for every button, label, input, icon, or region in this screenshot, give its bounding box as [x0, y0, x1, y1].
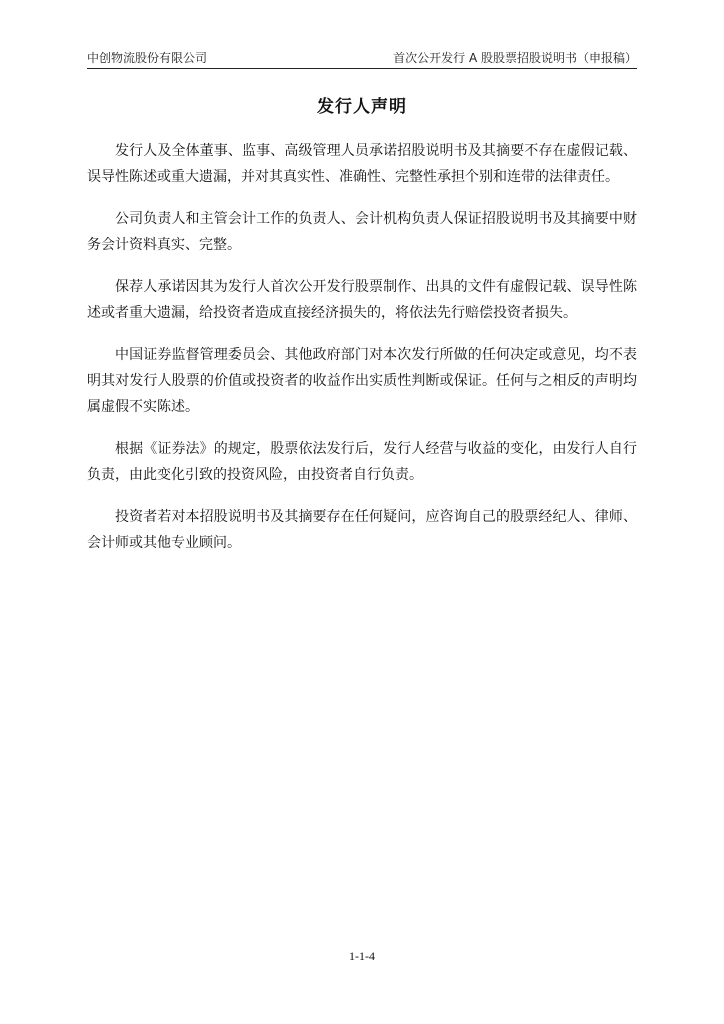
paragraph-investor-advice: 投资者若对本招股说明书及其摘要存在任何疑问，应咨询自己的股票经纪人、律师、会计师或其他专业顾问。: [87, 509, 637, 551]
page-title: 发行人声明: [317, 97, 407, 117]
paragraph-regulator-disclaimer: 中国证券监督管理委员会、其他政府部门对本次发行所做的任何决定或意见，均不表明其对发行人股票的价值或投资者的收益作出实质性判断或保证。任何与之相反的声明均属虚假不实陈述。: [87, 347, 637, 415]
statement-body: [87, 138, 637, 572]
paragraph-financial-assurance: 公司负责人和主管会计工作的负责人、会计机构负责人保证招股说明书及其摘要中财务会计资料真实、完整。: [87, 211, 637, 253]
paragraph-sponsor-commitment: 保荐人承诺因其为发行人首次公开发行股票制作、出具的文件有虚假记载、误导性陈述或者重大遗漏，给投资者造成直接经济损失的，将依法先行赔偿投资者损失。: [87, 279, 637, 321]
header-company-name: 中创物流股份有限公司: [87, 51, 208, 65]
page-header: [87, 50, 637, 69]
paragraph-investment-risk: 根据《证券法》的规定，股票依法发行后，发行人经营与收益的变化，由发行人自行负责，由此变化引致的投资风险，由投资者自行负责。: [87, 441, 637, 483]
paragraph-issuer-commitment: 发行人及全体董事、监事、高级管理人员承诺招股说明书及其摘要不存在虚假记载、误导性陈述或重大遗漏，并对其真实性、准确性、完整性承担个别和连带的法律责任。: [87, 143, 637, 185]
page-number: 1-1-4: [349, 949, 375, 963]
header-document-name: 首次公开发行 A 股股票招股说明书（申报稿）: [393, 51, 637, 65]
